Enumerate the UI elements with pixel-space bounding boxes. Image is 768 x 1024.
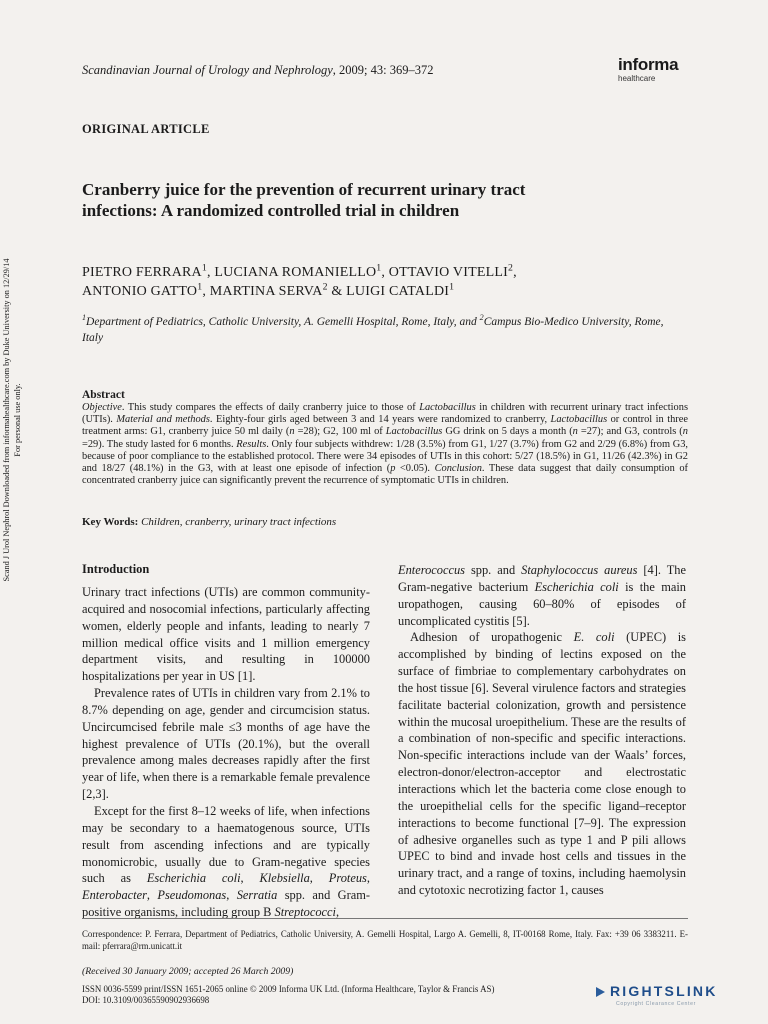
author-separator: , xyxy=(202,284,210,299)
abstract-text: . Eighty-four girls aged between 3 and 14 years were randomized to cranberry, xyxy=(209,414,551,426)
body-column-right xyxy=(398,562,686,899)
affiliation-marker: 1 xyxy=(201,262,207,274)
affiliation-marker: 2 xyxy=(507,262,514,274)
abstract-text: . These data suggest that daily consumption of concentrated cranberry juice can significantly prevent the recurrence of symptomatic UTIs in children. xyxy=(82,463,689,487)
download-notice xyxy=(2,180,23,660)
rightslink-arrow-icon xyxy=(596,987,605,997)
correspondence-note: Correspondence: P. Ferrara, Department of Pediatrics, Catholic University, A. Gemelli Hospital, Largo A. Gemelli, 8, IT-00168 Rome, Italy. Fax: +39 06 3383211. E-mail: pferrara@rm.unicatt.it xyxy=(82,929,688,951)
journal-volume: , 2009; 43: 369–372 xyxy=(332,63,434,77)
species-name: E. coli xyxy=(573,630,615,645)
abstract-text: =28); G2, 100 ml of xyxy=(294,426,386,438)
abstract-text: in children with recurrent urinary tract infections (UTIs). xyxy=(82,402,688,426)
n-symbol: n xyxy=(289,426,295,438)
author-separator: & xyxy=(327,284,347,299)
author-name: LUIGI CATALDI xyxy=(346,284,450,299)
text: , xyxy=(240,871,260,886)
text: Except for the first 8–12 weeks of life, when infections may be secondary to a haematogenous source, UTIs result from ascending infections and are typically monomicrobic, usually due to Gram-negative species such as xyxy=(82,803,370,886)
text: , xyxy=(336,905,340,920)
footnote-divider xyxy=(82,918,688,919)
text: , xyxy=(226,888,237,903)
species-name: Lactobacillus xyxy=(385,426,443,438)
author-name: LUCIANA ROMANIELLO xyxy=(214,265,377,280)
article-title xyxy=(82,179,682,221)
title-line-2: infections: A randomized controlled trial in children xyxy=(82,201,460,220)
issn-info xyxy=(82,984,582,1006)
logo-wordmark: informa xyxy=(618,55,679,74)
section-label: ORIGINAL ARTICLE xyxy=(82,122,210,136)
issn-line: ISSN 0036-5599 print/ISSN 1651-2065 online © 2009 Informa UK Ltd. (Informa Healthcare, Taylor & Francis AS) xyxy=(82,984,495,994)
species-name: Streptococci xyxy=(274,905,336,920)
abstract-conclusion-label: Conclusion xyxy=(434,463,482,475)
abstract-text: <0.05). xyxy=(395,463,435,475)
title-line-1: Cranberry juice for the prevention of recurrent urinary tract xyxy=(82,180,526,199)
abstract-objective-label: Objective xyxy=(82,402,122,413)
key-words-label: Key Words: xyxy=(82,516,139,528)
n-symbol: n xyxy=(682,426,688,438)
abstract-text: or control in three treatment arms: G1, cranberry juice 50 ml daily ( xyxy=(82,414,688,438)
p-symbol: p xyxy=(390,463,396,475)
affiliation-2: Campus Bio-Medico University, Rome, Italy xyxy=(82,316,664,344)
species-name: Staphylococcus aureus xyxy=(521,563,638,577)
author-separator: , xyxy=(206,265,215,280)
paragraph: Urinary tract infections (UTIs) are common community-acquired and nosocomial infections, particularly affecting women, elderly people and infants, leading to nearly 7 million medical office visits and 1 million emergency department visits, and resulting in 100000 hospitalizations per year in US [1]. xyxy=(82,585,370,684)
species-name: Lactobacillus xyxy=(550,414,608,426)
download-notice-line-2: For personal use only. xyxy=(12,383,22,457)
author-name: ANTONIO GATTO xyxy=(82,284,198,299)
journal-citation xyxy=(82,63,433,78)
species-name: Enterococcus xyxy=(398,563,465,577)
species-name: Proteus xyxy=(328,871,367,886)
n-symbol: n xyxy=(572,426,578,438)
abstract-text: GG drink on 5 days a month ( xyxy=(442,426,573,438)
paragraph xyxy=(82,803,370,921)
abstract-heading: Abstract xyxy=(82,389,125,401)
abstract-text: =29). The study lasted for 6 months. xyxy=(82,438,237,450)
text: , xyxy=(309,871,329,886)
affiliation-marker: 1 xyxy=(82,313,87,323)
text: Adhesion of uropathogenic xyxy=(410,630,574,645)
author-name: PIETRO FERRARA xyxy=(82,265,202,280)
affiliation-1: Department of Pediatrics, Catholic University, A. Gemelli Hospital, Rome, Italy, and xyxy=(86,316,480,328)
author-separator: , xyxy=(381,265,389,280)
introduction-heading: Introduction xyxy=(82,562,150,576)
species-name: Enterobacter xyxy=(82,888,147,903)
affiliation-marker: 1 xyxy=(376,262,382,274)
author-list xyxy=(82,263,702,301)
text: spp. and xyxy=(464,563,522,577)
received-dates: (Received 30 January 2009; accepted 26 March 2009) xyxy=(82,966,294,977)
rightslink-badge[interactable] xyxy=(596,983,756,1013)
affiliations xyxy=(82,314,682,346)
paragraph xyxy=(398,629,686,899)
rightslink-wordmark: RIGHTSLINK xyxy=(610,983,718,999)
species-name: Klebsiella xyxy=(259,871,310,886)
paragraph xyxy=(398,562,686,629)
body-column-left xyxy=(82,584,370,921)
logo-subtitle: healthcare xyxy=(618,74,656,83)
species-name: Escherichia coli xyxy=(534,579,619,594)
key-words-text: Children, cranberry, urinary tract infections xyxy=(138,516,337,528)
species-name: Serratia xyxy=(236,888,278,903)
text: [4]. The Gram-negative bacterium xyxy=(398,563,686,594)
text: , xyxy=(146,888,158,903)
abstract-text: =27); and G3, controls ( xyxy=(577,426,683,438)
rightslink-subtitle: Copyright Clearance Center xyxy=(616,1001,696,1007)
key-words xyxy=(82,516,688,528)
affiliation-marker: 2 xyxy=(322,281,328,293)
doi-line: DOI: 10.3109/00365590902936698 xyxy=(82,995,210,1005)
abstract-methods-label: Material and methods xyxy=(116,414,210,426)
download-notice-line-1: Scand J Urol Nephrol Downloaded from informahealthcare.com by Duke University on 12/29/14 xyxy=(2,258,11,582)
affiliation-marker: 2 xyxy=(479,313,484,323)
abstract-body xyxy=(82,402,688,487)
abstract-results-label: Results xyxy=(236,438,267,450)
author-name: MARTINA SERVA xyxy=(209,284,323,299)
informa-healthcare-logo xyxy=(618,56,698,84)
author-name: OTTAVIO VITELLI xyxy=(388,265,508,280)
paragraph: Prevalence rates of UTIs in children vary from 2.1% to 8.7% depending on age, gender and circumcision status. Uncircumcised febrile male ≤3 months of age have the highest prevalence of UTIs (20.1%), but the overall prevalence among males decreases rapidly after the first year of life, when there is a remarkable female prevalence [2,3]. xyxy=(82,686,370,802)
text: spp. and Gram-positive organisms, including group B xyxy=(82,888,370,920)
affiliation-marker: 1 xyxy=(449,281,455,293)
species-name: Lactobacillus xyxy=(419,402,476,413)
text: (UPEC) is accomplished by binding of lectins exposed on the surface of fimbriae to complementary carbohydrates on the host tissue [6]. Several virulence factors and strategies facilitate bacterial colonization, growth and persistence within the mucosal uroepithelium. These are the results of a combination of non-specific and specific interactions. Non-specific interactions include van der Waals’ forces, electron-donor/electron-acceptor and electrostatic interactions which let the bacteria come close enough to the uroepithelial cells for the specific ligand–receptor interactions to become functional [7–9]. The expression of adhesive organelles such as type 1 and P pili allows UPEC to bind and invade host cells and tissues in the urinary tract, and a range of toxins, including haemolysin and cytotoxic necrotizing factor 1, causes xyxy=(398,630,686,898)
text: , xyxy=(366,871,370,886)
species-name: Escherichia coli xyxy=(146,871,241,886)
abstract-text: . Only four subjects withdrew: 1/28 (3.5%) from G1, 1/27 (3.7%) from G2 and 2/29 (6.8%) from G3, because of poor compliance to the established protocol. There were 34 episodes of UTIs in this cohort: 5/27 (18.5%) in G1, 11/26 (42.3%) in G2 and 18/27 (48.1%) in the G3, with at least one episode of infection ( xyxy=(82,438,688,475)
text: is the main uropathogen, causing 60–80% of episodes of uncomplicated cystitis [5]. xyxy=(398,579,686,628)
species-name: Pseudomonas xyxy=(157,888,227,903)
affiliation-marker: 1 xyxy=(197,281,203,293)
journal-name: Scandinavian Journal of Urology and Nephrology xyxy=(82,63,333,77)
abstract-text: . This study compares the effects of daily cranberry juice to those of xyxy=(121,402,420,413)
author-separator: , xyxy=(513,265,517,280)
